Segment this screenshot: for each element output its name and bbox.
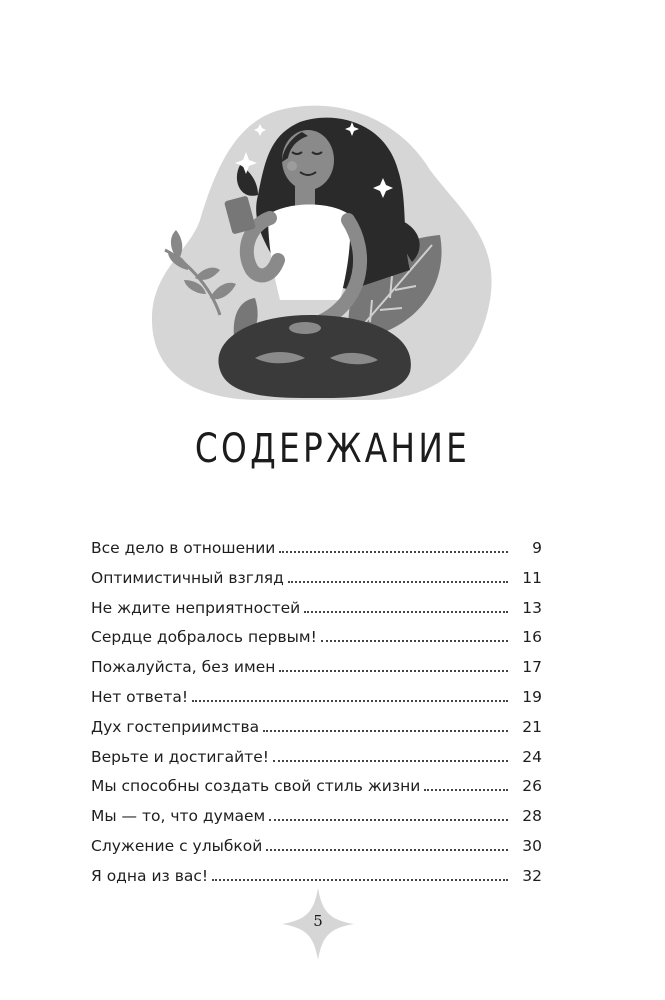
toc-entry-title: Мы способны создать свой стиль жизни (91, 777, 421, 796)
toc-entry-title: Пожалуйста, без имен (91, 658, 276, 677)
face (282, 130, 334, 190)
toc-entry-page: 30 (522, 836, 542, 855)
toc-entry[interactable] (91, 748, 542, 778)
toc-entry-page: 32 (522, 866, 542, 885)
toc-entry-title: Не ждите неприятностей (91, 598, 301, 617)
dot-leader (273, 760, 508, 762)
white-shirt (268, 204, 350, 300)
table-of-contents (91, 539, 542, 897)
toc-entry-page: 9 (532, 539, 542, 557)
meditating-woman-illustration (140, 100, 520, 410)
toc-entry-page: 11 (522, 568, 542, 587)
dot-leader (304, 611, 508, 613)
dot-leader (279, 551, 508, 553)
toc-entry-title: Служение с улыбкой (91, 836, 263, 855)
toc-entry-page: 26 (522, 777, 542, 796)
dot-leader (269, 819, 508, 821)
dot-leader (192, 700, 508, 702)
toc-entry-title: Дух гостеприимства (91, 717, 260, 736)
toc-entry[interactable] (91, 658, 542, 688)
toc-entry[interactable] (91, 718, 542, 748)
toc-entry-page: 24 (522, 747, 542, 766)
toc-entry-title: Оптимистичный взгляд (91, 568, 284, 587)
toc-entry-title: Я одна из вас! (91, 866, 209, 885)
contents-title: СОДЕРЖАНИЕ (194, 426, 471, 472)
toc-entry-page: 28 (522, 807, 542, 826)
toc-entry[interactable] (91, 807, 542, 837)
page-number: 5 (313, 912, 323, 930)
dot-leader (263, 730, 508, 732)
toc-entry[interactable] (91, 777, 542, 807)
toc-entry-page: 17 (522, 658, 542, 677)
toc-entry-title: Мы — то, что думаем (91, 807, 266, 826)
dot-leader (424, 789, 508, 791)
toc-entry-page: 21 (522, 717, 542, 736)
toc-entry-title: Все дело в отношении (91, 539, 276, 557)
toc-entry-title: Нет ответа! (91, 687, 189, 706)
toc-entry[interactable] (91, 599, 542, 629)
toc-entry-title: Сердце добралось первым! (91, 628, 317, 647)
dot-leader (321, 640, 508, 642)
dot-leader (288, 581, 508, 583)
toc-entry[interactable] (91, 628, 542, 658)
toc-entry[interactable] (91, 569, 542, 599)
toc-entry[interactable] (91, 539, 542, 569)
dot-leader (279, 670, 508, 672)
toc-entry-page: 13 (522, 598, 542, 617)
toc-entry-page: 16 (522, 628, 542, 647)
dot-leader (212, 879, 508, 881)
toc-entry-title: Верьте и достигайте! (91, 747, 269, 766)
toc-entry[interactable] (91, 837, 542, 867)
dot-leader (266, 849, 508, 851)
toc-entry[interactable] (91, 688, 542, 718)
toc-entry-page: 19 (522, 687, 542, 706)
